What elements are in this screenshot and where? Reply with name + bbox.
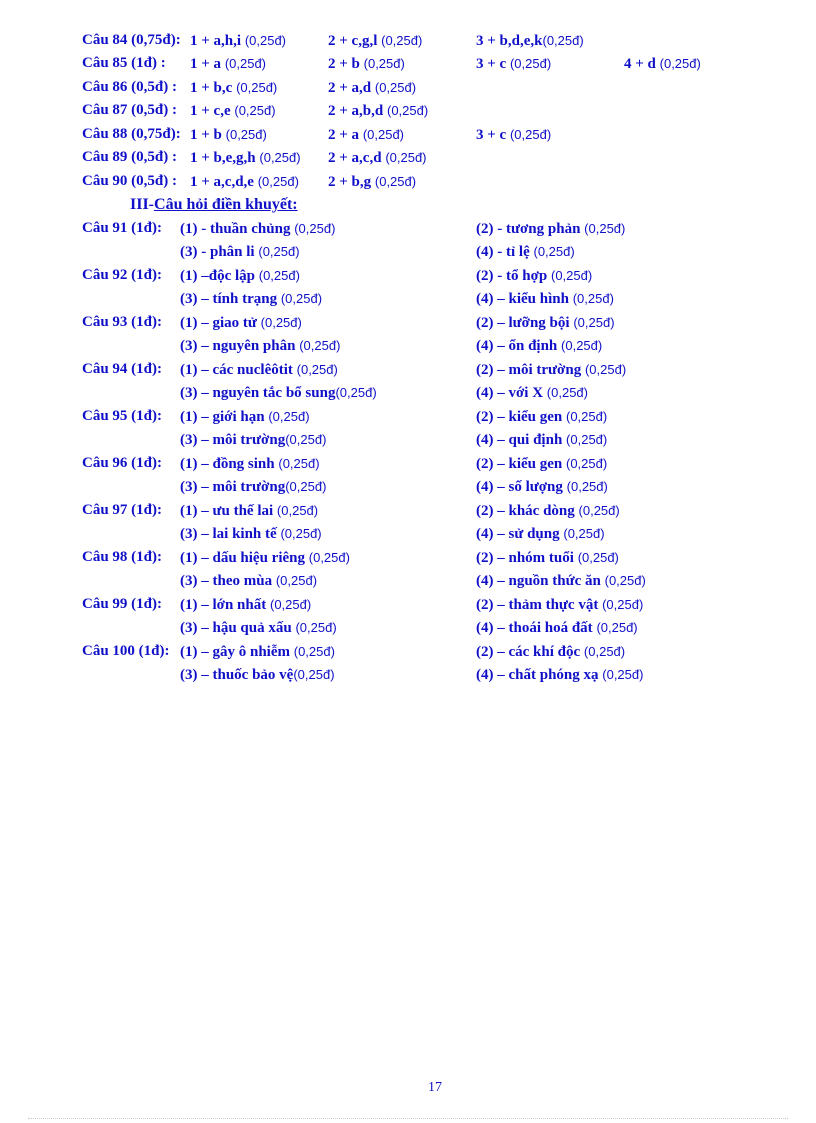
blank-answer: (1) – giới hạn (0,25đ): [180, 409, 310, 425]
blank-answer: (1) – đồng sinh (0,25đ): [180, 456, 320, 472]
answer-item: 3 + c (0,25đ): [476, 56, 552, 72]
question-label: Câu 98 (1đ):: [82, 549, 163, 565]
blank-answer: (2) - tổ hợp (0,25đ): [476, 268, 593, 284]
answer-row: [0, 29, 816, 52]
answer-row: [0, 240, 816, 263]
question-label: Câu 92 (1đ):: [82, 267, 163, 283]
blank-answer: (4) – kiểu hình (0,25đ): [476, 291, 614, 307]
blank-answer: (4) – nguồn thức ăn (0,25đ): [476, 573, 646, 589]
answer-row: [0, 287, 816, 310]
answer-item: 4 + d (0,25đ): [624, 56, 701, 72]
blank-answer: (3) – thuốc bảo vệ(0,25đ): [180, 667, 335, 683]
blank-answer: (2) – môi trường (0,25đ): [476, 362, 627, 378]
blank-answer: (2) – kiểu gen (0,25đ): [476, 456, 608, 472]
question-label: Câu 86 (0,5đ) :: [82, 79, 178, 95]
answer-row: [0, 99, 816, 122]
answer-row: [0, 499, 816, 522]
answer-row: [0, 593, 816, 616]
question-label: Câu 84 (0,75đ):: [82, 32, 181, 48]
answer-row: [0, 334, 816, 357]
blank-answer: (3) – tính trạng (0,25đ): [180, 291, 323, 307]
blank-answer: (4) – ổn định (0,25đ): [476, 338, 603, 354]
question-label: Câu 99 (1đ):: [82, 596, 163, 612]
answer-item: 2 + a (0,25đ): [328, 127, 405, 143]
question-label: Câu 89 (0,5đ) :: [82, 149, 178, 165]
question-label: Câu 87 (0,5đ) :: [82, 102, 178, 118]
answer-row: [0, 52, 816, 75]
blank-answer: (2) – thảm thực vật (0,25đ): [476, 597, 644, 613]
answer-row: [0, 452, 816, 475]
blank-answer: (1) – lớn nhất (0,25đ): [180, 597, 312, 613]
blank-answer: (3) – hậu quả xấu (0,25đ): [180, 620, 337, 636]
question-label: Câu 96 (1đ):: [82, 455, 163, 471]
blank-answer: (4) – qui định (0,25đ): [476, 432, 608, 448]
answer-item: 2 + c,g,l (0,25đ): [328, 33, 423, 49]
answer-row: [0, 76, 816, 99]
answer-item: 2 + b,g (0,25đ): [328, 174, 417, 190]
question-label: Câu 94 (1đ):: [82, 361, 163, 377]
question-label: Câu 100 (1đ):: [82, 643, 170, 659]
answer-row: [0, 381, 816, 404]
answer-item: 1 + b,c (0,25đ): [190, 80, 278, 96]
question-label: Câu 97 (1đ):: [82, 502, 163, 518]
blank-answer: (2) – các khí độc (0,25đ): [476, 644, 626, 660]
question-label: Câu 95 (1đ):: [82, 408, 163, 424]
blank-answer: (3) – nguyên phân (0,25đ): [180, 338, 341, 354]
blank-answer: (4) – với X (0,25đ): [476, 385, 588, 401]
answer-item: 2 + a,b,d (0,25đ): [328, 103, 429, 119]
answer-row: [0, 663, 816, 686]
answer-row: [0, 311, 816, 334]
question-label: Câu 91 (1đ):: [82, 220, 163, 236]
answer-row: [0, 405, 816, 428]
answer-item: 3 + c (0,25đ): [476, 127, 552, 143]
answer-row: [0, 522, 816, 545]
question-label: Câu 88 (0,75đ):: [82, 126, 181, 142]
blank-answer: (3) – theo mùa (0,25đ): [180, 573, 318, 589]
blank-answer: (4) - tỉ lệ (0,25đ): [476, 244, 575, 260]
answer-item: 2 + a,c,d (0,25đ): [328, 150, 427, 166]
page-number: 17: [428, 1080, 442, 1095]
blank-answer: (3) - phân li (0,25đ): [180, 244, 300, 260]
blank-answer: (4) – thoái hoá đất (0,25đ): [476, 620, 638, 636]
answer-row: [0, 616, 816, 639]
answer-row: [0, 546, 816, 569]
answer-item: 1 + a,c,d,e (0,25đ): [190, 174, 299, 190]
blank-answer: (4) – sử dụng (0,25đ): [476, 526, 605, 542]
blank-answer: (2) – kiểu gen (0,25đ): [476, 409, 608, 425]
answer-row: [0, 640, 816, 663]
blank-answer: (2) – lưỡng bội (0,25đ): [476, 315, 615, 331]
blank-answer: (1) – các nuclêôtit (0,25đ): [180, 362, 338, 378]
blank-answer: (2) – nhóm tuổi (0,25đ): [476, 550, 619, 566]
answer-row: [0, 217, 816, 240]
answer-row: [0, 475, 816, 498]
blank-answer: (3) – lai kinh tế (0,25đ): [180, 526, 322, 542]
question-label: Câu 93 (1đ):: [82, 314, 163, 330]
answer-row: [0, 264, 816, 287]
page-bottom-rule: [28, 1118, 788, 1119]
blank-answer: (2) - tương phản (0,25đ): [476, 221, 626, 237]
section-heading: III-Câu hỏi điền khuyết:: [130, 196, 298, 213]
answer-row: [0, 170, 816, 193]
question-label: Câu 90 (0,5đ) :: [82, 173, 178, 189]
answer-row: [0, 358, 816, 381]
blank-answer: (4) – số lượng (0,25đ): [476, 479, 608, 495]
blank-answer: (2) – khác dòng (0,25đ): [476, 503, 620, 519]
blank-answer: (1) – dấu hiệu riêng (0,25đ): [180, 550, 350, 566]
answer-item: 1 + c,e (0,25đ): [190, 103, 276, 119]
answer-item: 3 + b,d,e,k(0,25đ): [476, 33, 584, 49]
answer-row: [0, 428, 816, 451]
blank-answer: (3) – môi trường(0,25đ): [180, 479, 327, 495]
answer-item: 1 + b (0,25đ): [190, 127, 267, 143]
blank-answer: (1) – giao tử (0,25đ): [180, 315, 302, 331]
answer-item: 1 + b,e,g,h (0,25đ): [190, 150, 301, 166]
answer-row: [0, 146, 816, 169]
blank-answer: (1) – gây ô nhiễm (0,25đ): [180, 644, 335, 660]
blank-answer: (3) – nguyên tắc bổ sung(0,25đ): [180, 385, 377, 401]
answer-item: 1 + a (0,25đ): [190, 56, 267, 72]
blank-answer: (4) – chất phóng xạ (0,25đ): [476, 667, 644, 683]
question-label: Câu 85 (1đ) :: [82, 55, 166, 71]
answer-item: 1 + a,h,i (0,25đ): [190, 33, 287, 49]
answer-row: [0, 123, 816, 146]
answer-item: 2 + a,d (0,25đ): [328, 80, 417, 96]
blank-answer: (1) – ưu thế lai (0,25đ): [180, 503, 319, 519]
answer-item: 2 + b (0,25đ): [328, 56, 405, 72]
blank-answer: (1) - thuần chủng (0,25đ): [180, 221, 336, 237]
blank-answer: (1) –độc lập (0,25đ): [180, 268, 300, 284]
blank-answer: (3) – môi trường(0,25đ): [180, 432, 327, 448]
answer-row: [0, 569, 816, 592]
